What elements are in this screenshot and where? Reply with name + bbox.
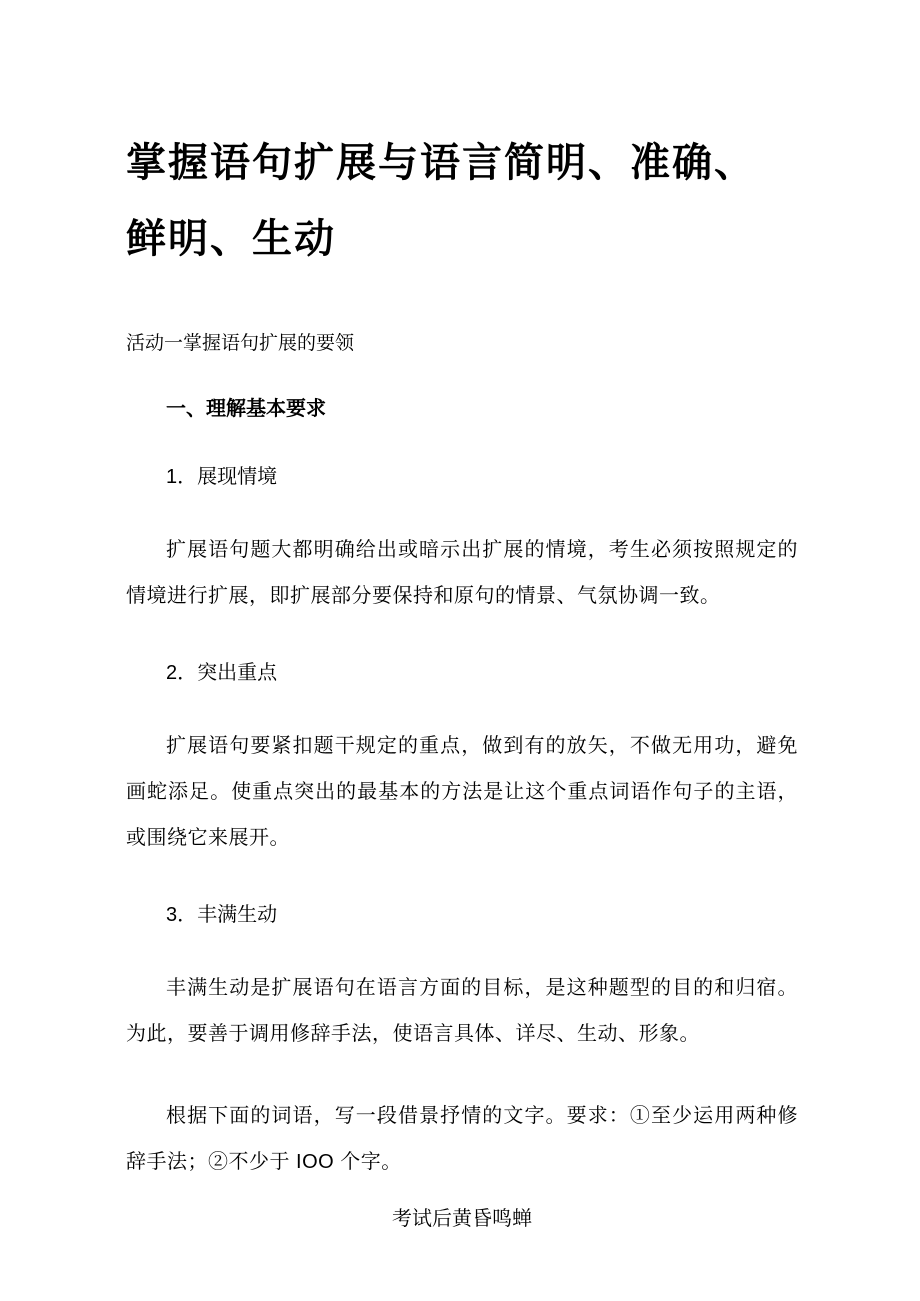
point-heading-2: 2．突出重点 bbox=[166, 661, 278, 684]
document-title bbox=[126, 27, 798, 277]
point-heading-3: 3．丰满生动 bbox=[166, 903, 278, 926]
exercise-title: 考试后黄昏鸣蝉 bbox=[392, 1207, 532, 1230]
point-body-2: 扩展语句要紧扣题干规定的重点，做到有的放矢，不做无用功，避免画蛇添足。使重点突出的最基本的方法是让这个重点词语作句子的主语，或围绕它来展开。 bbox=[126, 734, 798, 849]
exercise-prompt: 根据下面的词语，写一段借景抒情的文字。要求：①至少运用两种修辞手法；②不少于 IOO 个字。 bbox=[126, 1104, 798, 1173]
point-heading-1: 1．展现情境 bbox=[166, 465, 278, 488]
section-heading: 一、理解基本要求 bbox=[166, 397, 326, 420]
document-content bbox=[0, 27, 920, 1233]
activity-heading: 活动一掌握语句扩展的要领 bbox=[126, 332, 355, 354]
point-body-3: 丰满生动是扩展语句在语言方面的目标，是这种题型的目的和归宿。为此，要善于调用修辞手法，使语言具体、详尽、生动、形象。 bbox=[126, 976, 798, 1045]
point-body-1: 扩展语句题大都明确给出或暗示出扩展的情境，考生必须按照规定的情境进行扩展，即扩展部分要保持和原句的情景、气氛协调一致。 bbox=[126, 538, 798, 607]
title-line-1: 掌握语句扩展与语言简明、准确、 bbox=[126, 139, 756, 185]
title-line-2: 鲜明、生动 bbox=[126, 215, 336, 261]
